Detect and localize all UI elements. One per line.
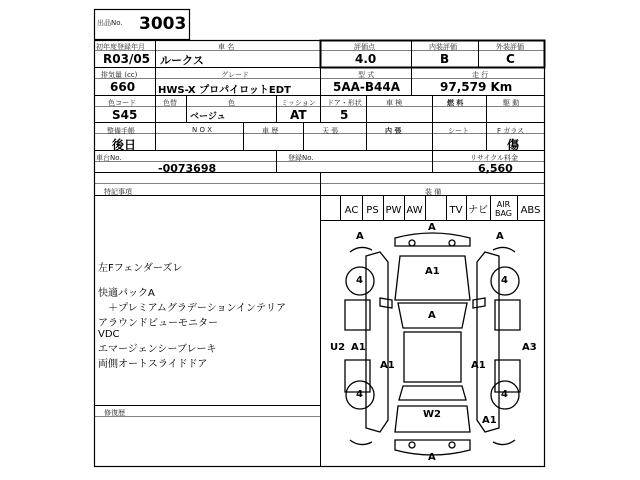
interior-value: B bbox=[440, 52, 450, 66]
grade-rear-right-a1: A1 bbox=[482, 415, 497, 426]
doors-label: ドア・形状 bbox=[327, 99, 362, 107]
grade-value: HWS-X プロパイロットEDT bbox=[158, 85, 291, 96]
mission-value: AT bbox=[290, 108, 307, 122]
manual-label: 整備手帳 bbox=[107, 127, 135, 135]
interior-label: 内装評価 bbox=[429, 43, 457, 51]
equip-navi: ナビ bbox=[468, 205, 488, 216]
remark-line: 快適パックA bbox=[98, 288, 155, 299]
equip-abs: ABS bbox=[520, 205, 541, 216]
remark-line: VDC bbox=[98, 329, 120, 340]
equip-ac: AC bbox=[344, 205, 359, 216]
grade-tire-rr: 4 bbox=[501, 389, 508, 400]
remark-line: エマージェンシーブレーキ bbox=[98, 344, 217, 355]
nox-label: N O X bbox=[192, 126, 212, 134]
roof-label: 天 張 bbox=[322, 127, 339, 135]
repair-label: 修復歴 bbox=[104, 409, 125, 417]
equip-aw: AW bbox=[406, 205, 423, 216]
remark-line bbox=[98, 274, 318, 284]
color-code-value: S45 bbox=[112, 108, 138, 122]
name-label: 車 名 bbox=[218, 43, 235, 51]
remark-line: 左Fフェンダーズレ bbox=[98, 263, 183, 274]
grade-tire-rl: 4 bbox=[356, 389, 363, 400]
grade-label: グレード bbox=[221, 71, 249, 79]
regno-label: 登録No. bbox=[288, 154, 314, 162]
manual-value: 後日 bbox=[112, 138, 137, 152]
grade-left-inner-a1: A1 bbox=[380, 360, 395, 371]
fuel-label: 燃 料 bbox=[447, 99, 464, 107]
glass-label: F ガラス bbox=[497, 127, 525, 135]
color-label: 色 bbox=[228, 99, 235, 107]
grade-front-top: A bbox=[428, 222, 436, 233]
inner-label: 内 張 bbox=[385, 127, 402, 135]
glass-value: 傷 bbox=[507, 138, 520, 152]
mission-label: ミッション bbox=[281, 99, 316, 107]
color-value: ベージュ bbox=[190, 112, 226, 122]
lot-label: 出品No. bbox=[97, 19, 123, 27]
remark-line: ＋プレミアムグラデーションインテリア bbox=[98, 303, 286, 314]
disp-value: 660 bbox=[110, 80, 136, 94]
mileage-value: 97,579 Km bbox=[440, 80, 513, 94]
grade-front-left: A bbox=[356, 231, 364, 242]
grade-left-a1: A1 bbox=[351, 342, 366, 353]
grade-rear-w2: W2 bbox=[423, 409, 441, 420]
model-label: 型 式 bbox=[358, 71, 375, 79]
lot-number: 3003 bbox=[139, 14, 187, 34]
recycle-value: 6,560 bbox=[478, 162, 513, 175]
doors-value: 5 bbox=[340, 108, 349, 122]
remark-line: 両側オートスライドドア bbox=[98, 359, 208, 370]
reg-value: R03/05 bbox=[103, 52, 151, 66]
grade-right-inner-a1: A1 bbox=[471, 360, 486, 371]
disp-label: 排気量 (cc) bbox=[101, 71, 138, 79]
chassis-label: 車台No. bbox=[96, 154, 122, 162]
grade-right-a3: A3 bbox=[522, 342, 537, 353]
remark-line: アラウンドビューモニター bbox=[98, 318, 218, 329]
vehicle-label: 車 検 bbox=[386, 99, 403, 107]
model-value: 5AA-B44A bbox=[333, 80, 401, 94]
equip-tv: TV bbox=[449, 205, 463, 216]
grade-rear-bottom: A bbox=[428, 452, 436, 463]
color-code-label: 色コード bbox=[108, 99, 136, 107]
equipment-label: 装 備 bbox=[425, 188, 442, 196]
score-value: 4.0 bbox=[355, 52, 377, 66]
grade-left-u2: U2 bbox=[330, 342, 346, 353]
drive-label: 駆 動 bbox=[503, 99, 520, 107]
history-label: 車 歴 bbox=[262, 127, 279, 135]
equip-pw: PW bbox=[385, 205, 402, 216]
grade-tire-fr: 4 bbox=[501, 275, 508, 286]
grade-tire-fl: 4 bbox=[356, 275, 363, 286]
seat-label: シート bbox=[448, 127, 469, 135]
equip-blank bbox=[425, 202, 446, 220]
name-value: ルークス bbox=[160, 54, 204, 67]
equip-ps: PS bbox=[366, 205, 379, 216]
recycle-label: リサイクル料金 bbox=[470, 154, 519, 162]
grade-front-right: A bbox=[496, 231, 504, 242]
grade-hood: A1 bbox=[425, 266, 440, 277]
chassis-value: -0073698 bbox=[158, 162, 217, 175]
remarks-label: 特記事項 bbox=[104, 188, 132, 196]
score-label: 評価点 bbox=[354, 43, 375, 51]
grade-windshield: A bbox=[428, 310, 436, 321]
reg-label: 初年度登録年月 bbox=[96, 43, 145, 51]
remarks-list bbox=[98, 259, 318, 370]
equip-airbag: AIR BAG bbox=[494, 200, 513, 218]
recolor-label: 色替 bbox=[163, 99, 177, 107]
exterior-value: C bbox=[506, 52, 515, 66]
mileage-label: 走 行 bbox=[472, 71, 489, 79]
exterior-label: 外装評価 bbox=[496, 43, 524, 51]
